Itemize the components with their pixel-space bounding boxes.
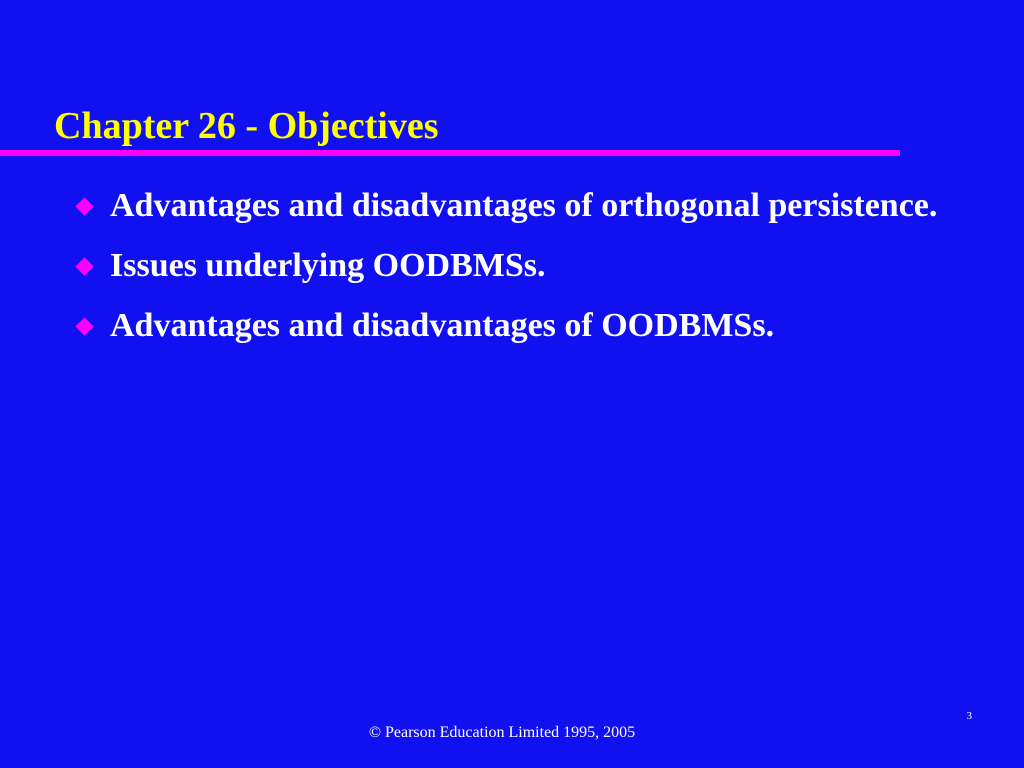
bullet-text: Advantages and disadvantages of orthogonal persistence. <box>110 187 938 224</box>
copyright-footer: © Pearson Education Limited 1995, 2005 <box>368 724 636 741</box>
diamond-bullet-icon <box>75 257 93 275</box>
title-divider <box>0 150 900 156</box>
bullet-list <box>70 184 964 364</box>
slide-title: Chapter 26 - Objectives <box>54 105 439 147</box>
bullet-text: Advantages and disadvantages of OODBMSs. <box>110 307 775 344</box>
bullet-item <box>70 244 964 288</box>
bullet-item <box>70 304 964 348</box>
bullet-text: Issues underlying OODBMSs. <box>110 247 546 284</box>
bullet-item <box>70 184 964 228</box>
diamond-bullet-icon <box>75 317 93 335</box>
diamond-bullet-icon <box>75 197 93 215</box>
page-number: 3 <box>966 710 972 722</box>
